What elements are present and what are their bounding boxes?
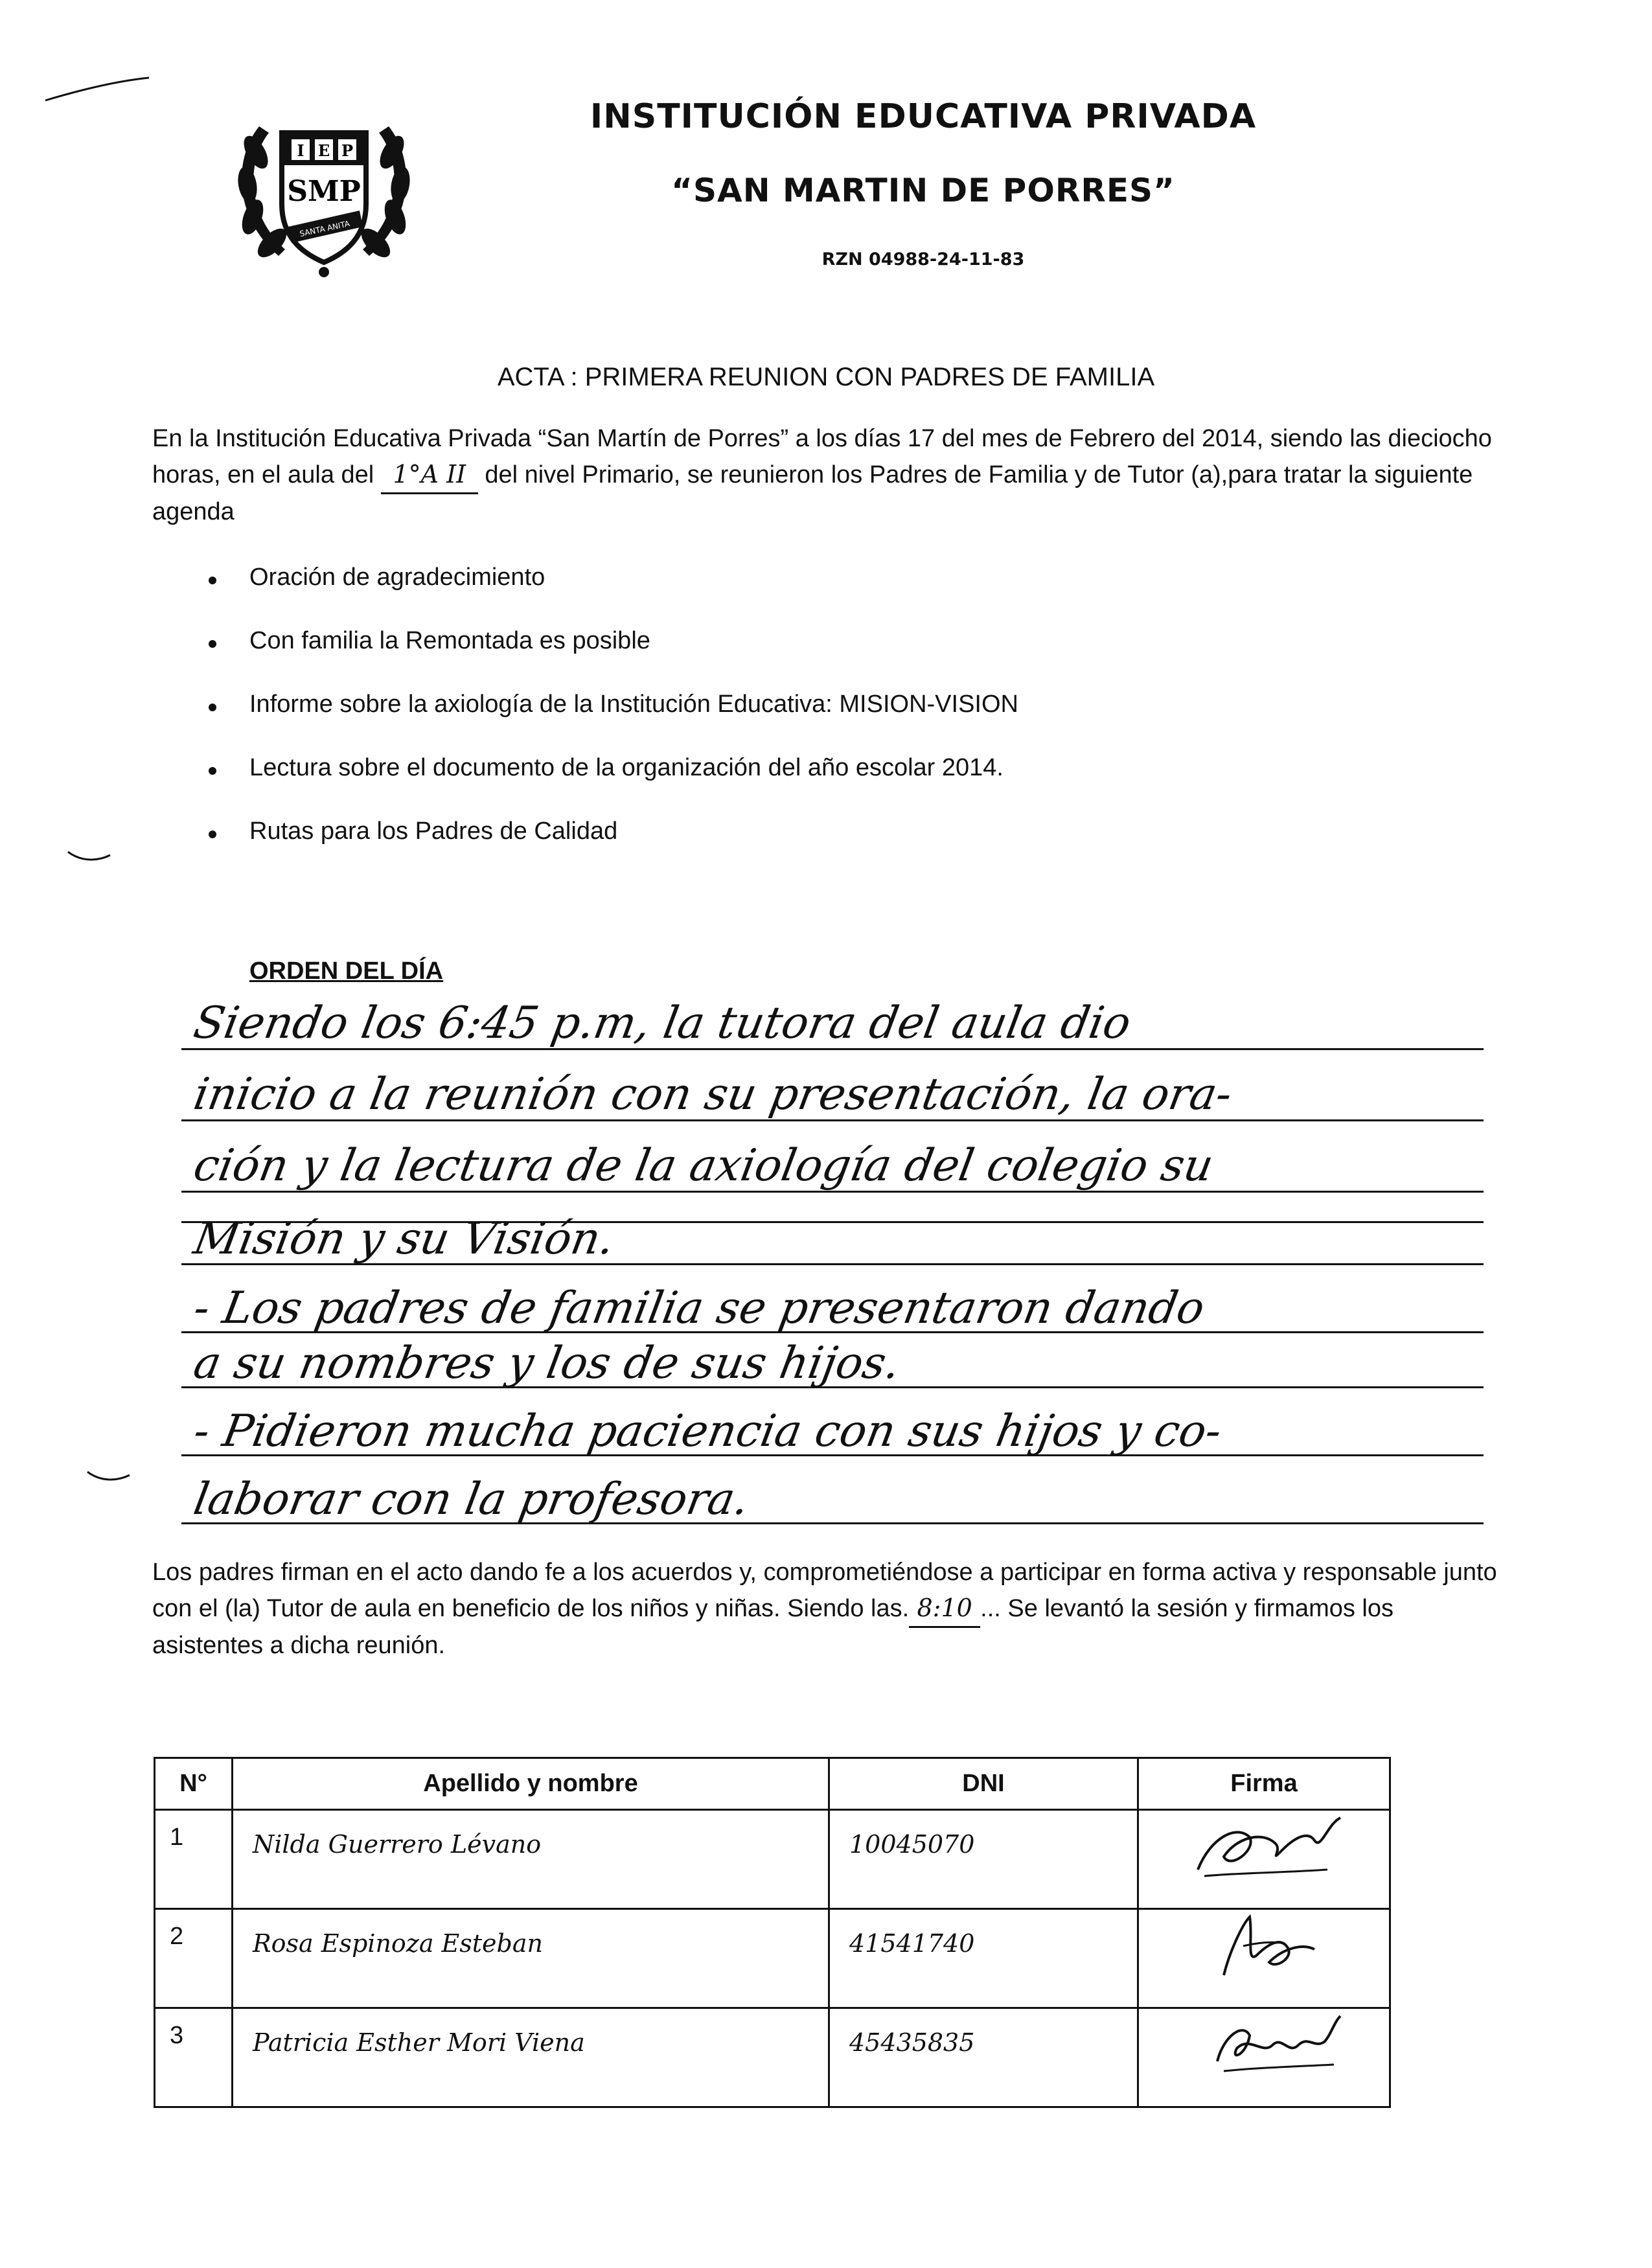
intro-text-part1: En la Institución Educativa Privada “San Martín de Porres” a los días 17 del mes de Febrero del 2014, siendo las dieciocho horas, en el aula del bbox=[152, 425, 1492, 488]
header-number: N° bbox=[155, 1758, 233, 1810]
handwritten-line: laborar con la profesora. bbox=[190, 1474, 753, 1525]
logo-letter-p: P bbox=[341, 141, 354, 160]
signature-1 bbox=[1185, 1811, 1379, 1886]
row-name: Nilda Guerrero Lévano bbox=[233, 1810, 829, 1909]
resolution-number: RZN 04988-24-11-83 bbox=[821, 249, 1025, 269]
table-row bbox=[155, 1909, 1390, 2008]
logo-initials: SMP bbox=[287, 175, 361, 208]
school-crest-logo bbox=[220, 87, 428, 295]
row-name: Patricia Esther Mori Viena bbox=[233, 2008, 829, 2107]
table-header-row bbox=[155, 1758, 1390, 1810]
ruled-line bbox=[181, 1454, 1484, 1456]
agenda-list bbox=[194, 564, 1018, 881]
logo-letter-e: E bbox=[317, 141, 330, 160]
agenda-item: Oración de agradecimiento bbox=[194, 564, 1018, 627]
signature-2 bbox=[1185, 1910, 1379, 1985]
aula-handwritten: 1°A II bbox=[381, 457, 478, 494]
header-firma: Firma bbox=[1138, 1758, 1390, 1810]
intro-text-part2: del nivel Primario, se reunieron los Padres de Familia y de Tutor (a),para tratar la siguiente agenda bbox=[152, 461, 1473, 525]
ruled-line bbox=[181, 1386, 1484, 1388]
signature-3 bbox=[1185, 2010, 1379, 2084]
row-signature bbox=[1138, 1909, 1390, 2008]
logo-letter-i: I bbox=[297, 141, 304, 160]
orden-del-dia-title: ORDEN DEL DÍA bbox=[249, 957, 444, 985]
table-row bbox=[155, 2008, 1390, 2107]
ruled-line bbox=[181, 1263, 1484, 1265]
ruled-line bbox=[181, 1191, 1484, 1193]
ruled-line bbox=[181, 1119, 1484, 1121]
pen-stroke-top-left bbox=[39, 68, 155, 107]
handwritten-line: Siendo los 6:45 p.m, la tutora del aula dio bbox=[190, 998, 1135, 1049]
row-number: 1 bbox=[155, 1810, 233, 1909]
handwritten-line: ción y la lectura de la axiología del colegio su bbox=[190, 1140, 1217, 1191]
row-dni: 45435835 bbox=[829, 2008, 1138, 2107]
institution-name-line1: INSTITUCIÓN EDUCATIVA PRIVADA bbox=[590, 97, 1257, 136]
row-signature bbox=[1138, 2008, 1390, 2107]
table-row bbox=[155, 1810, 1390, 1909]
agenda-item: Rutas para los Padres de Calidad bbox=[194, 818, 1018, 881]
row-number: 3 bbox=[155, 2008, 233, 2107]
row-dni: 41541740 bbox=[829, 1909, 1138, 2008]
closing-text-part1: Los padres firman en el acto dando fe a los acuerdos y, comprometiéndose a participar en forma activa y responsable junto con el (la) Tutor de aula en beneficio de los niños y niñas. Siendo las. bbox=[152, 1559, 1497, 1622]
intro-paragraph bbox=[152, 421, 1506, 530]
ruled-line bbox=[181, 1048, 1484, 1050]
pen-stroke-margin-1 bbox=[65, 845, 117, 865]
handwritten-line: Misión y su Visión. bbox=[190, 1213, 619, 1265]
handwritten-line: - Pidieron mucha paciencia con sus hijos y co- bbox=[190, 1406, 1226, 1457]
agenda-item: Informe sobre la axiología de la Institución Educativa: MISION-VISION bbox=[194, 691, 1018, 754]
ruled-line bbox=[181, 1331, 1484, 1333]
closing-text-part2: ... Se levantó la sesión y firmamos los asistentes a dicha reunión. bbox=[152, 1595, 1394, 1659]
handwritten-line: a su nombres y los de sus hijos. bbox=[190, 1338, 904, 1389]
row-dni: 10045070 bbox=[829, 1810, 1138, 1909]
agenda-item: Con familia la Remontada es posible bbox=[194, 627, 1018, 691]
logo-ribbon-text: SANTA ANITA bbox=[299, 219, 351, 239]
handwritten-line: inicio a la reunión con su presentación, la ora- bbox=[190, 1069, 1236, 1120]
pen-stroke-margin-2 bbox=[84, 1465, 136, 1485]
closing-paragraph bbox=[152, 1555, 1506, 1664]
hora-handwritten: 8:10 bbox=[909, 1590, 980, 1628]
institution-name-line2: “SAN MARTIN DE PORRES” bbox=[671, 172, 1175, 209]
row-signature bbox=[1138, 1810, 1390, 1909]
attendance-table bbox=[154, 1757, 1391, 2108]
ruled-line bbox=[181, 1522, 1484, 1524]
row-name: Rosa Espinoza Esteban bbox=[233, 1909, 829, 2008]
agenda-item: Lectura sobre el documento de la organización del año escolar 2014. bbox=[194, 754, 1018, 818]
handwritten-line: - Los padres de familia se presentaron dando bbox=[190, 1283, 1209, 1334]
header-name: Apellido y nombre bbox=[233, 1758, 829, 1810]
acta-title: ACTA : PRIMERA REUNION CON PADRES DE FAMILIA bbox=[497, 363, 1155, 391]
row-number: 2 bbox=[155, 1909, 233, 2008]
header-dni: DNI bbox=[829, 1758, 1138, 1810]
